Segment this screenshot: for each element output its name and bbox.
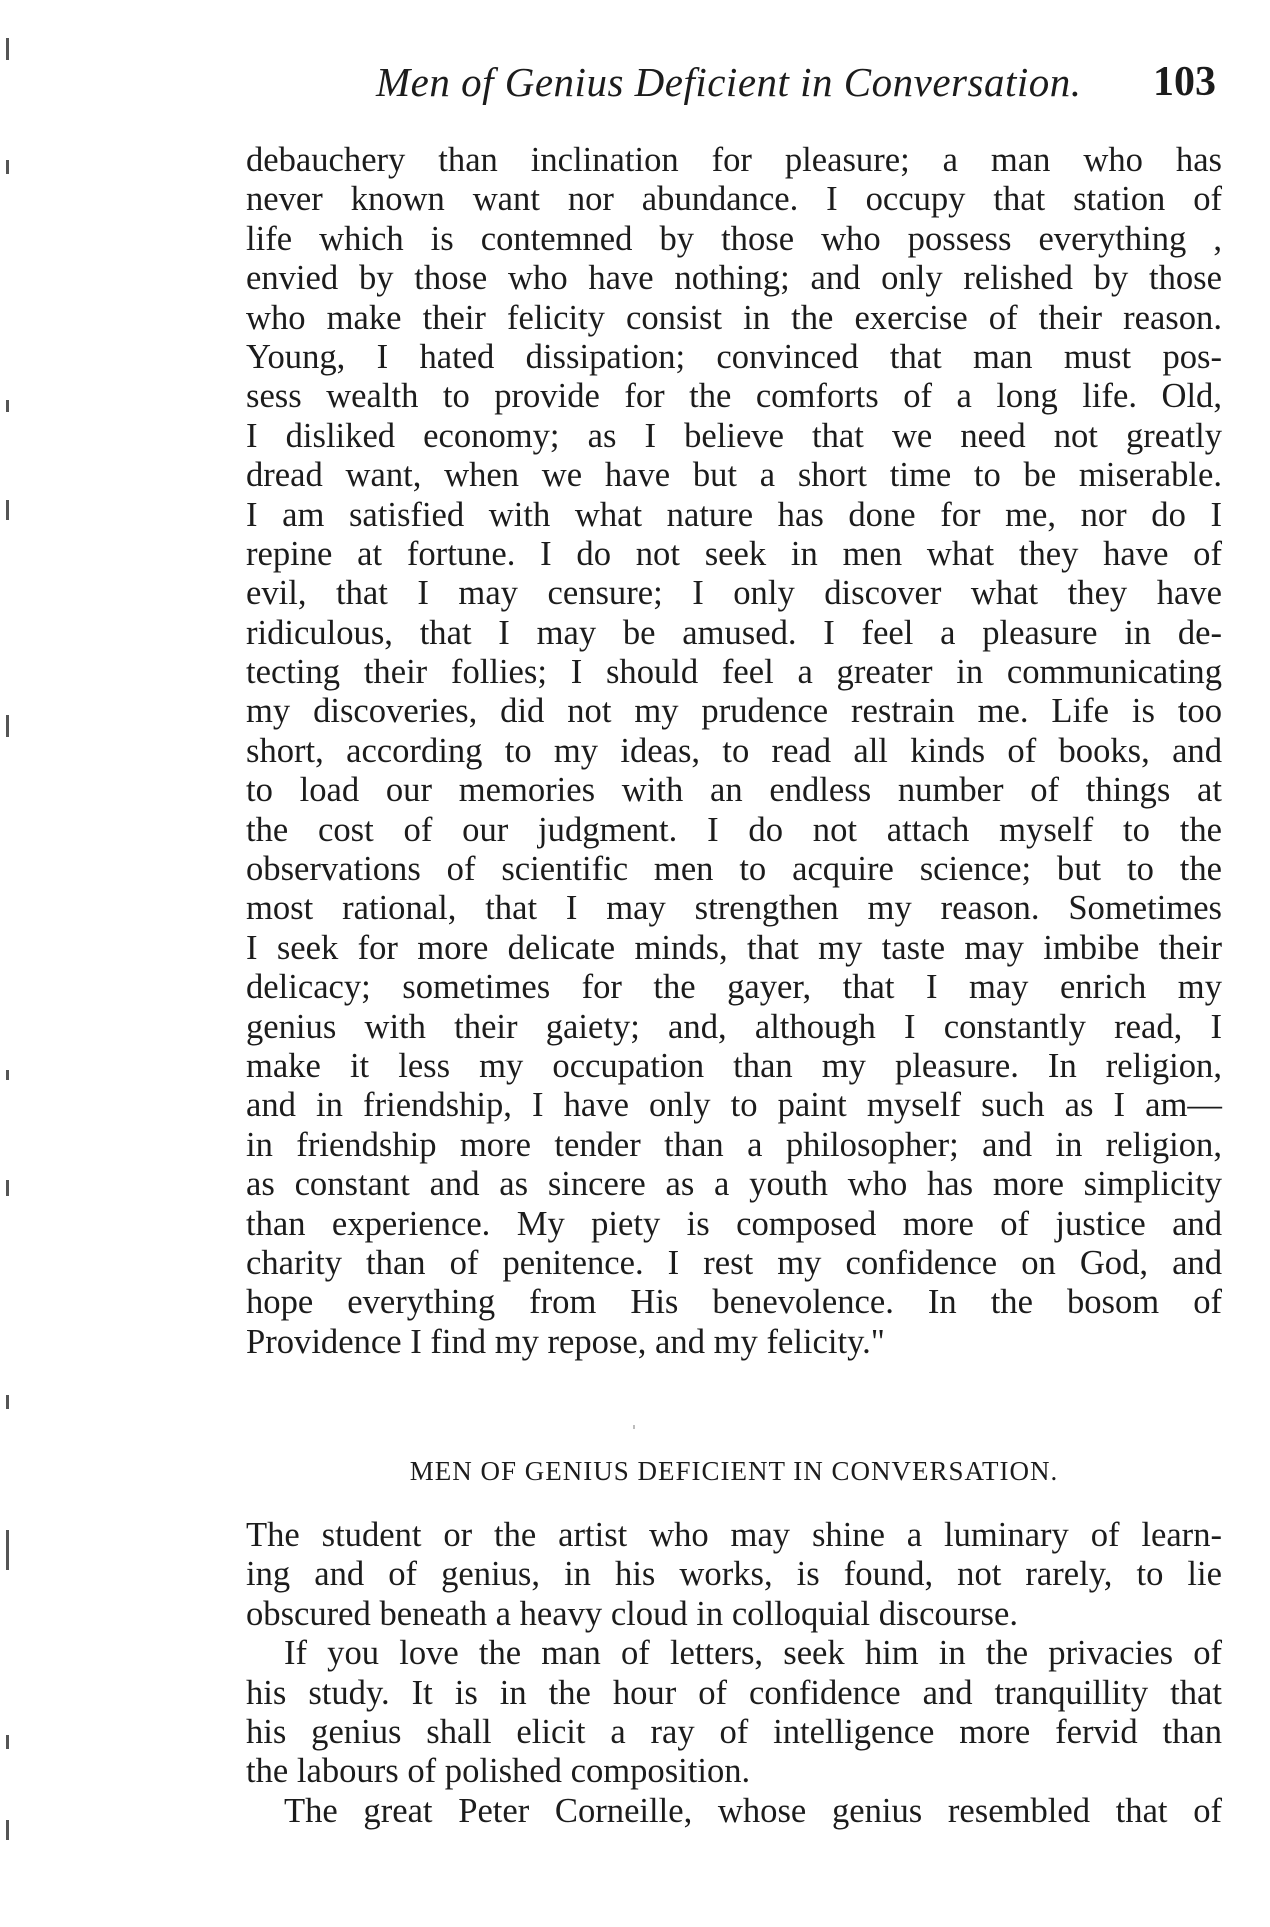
text-line: envied by those who have nothing; and only relished by those — [246, 259, 1222, 298]
text-line: If you love the man of letters, seek him in the privacies of — [284, 1634, 1222, 1673]
text-line: to load our memories with an endless number of things at — [246, 771, 1222, 810]
text-line: and in friendship, I have only to paint myself such as I am— — [246, 1086, 1222, 1125]
text-line: I disliked economy; as I believe that we need not greatly — [246, 416, 1222, 455]
text-line: debauchery than inclination for pleasure; a man who has — [246, 141, 1222, 179]
text-line: my discoveries, did not my prudence restrain me. Life is too — [246, 692, 1222, 731]
text-line: Young, I hated dissipation; convinced that man must pos- — [246, 337, 1222, 376]
text-line: short, according to my ideas, to read all kinds of books, and — [246, 731, 1222, 770]
text-line: evil, that I may censure; I only discover what they have — [246, 574, 1222, 613]
text-line: the labours of polished composition. — [246, 1752, 751, 1791]
text-line: I am satisfied with what nature has done for me, nor do I — [246, 495, 1222, 534]
text-line: delicacy; sometimes for the gayer, that I may enrich my — [246, 968, 1222, 1007]
passage-continued — [246, 141, 1222, 1362]
text-line: obscured beneath a heavy cloud in colloquial discourse. — [246, 1594, 1018, 1633]
running-head — [246, 58, 1226, 108]
section-heading: MEN OF GENIUS DEFICIENT IN CONVERSATION. — [409, 1456, 1059, 1486]
text-line: hope everything from His benevolence. In the bosom of — [246, 1283, 1222, 1322]
text-line: make it less my occupation than my pleasure. In religion, — [246, 1046, 1222, 1085]
text-line: ridiculous, that I may be amused. I feel a pleasure in de- — [246, 613, 1222, 652]
text-line: the cost of our judgment. I do not attach myself to the — [246, 810, 1222, 849]
text-line: genius with their gaiety; and, although I constantly read, I — [246, 1007, 1222, 1046]
text-line: his study. It is in the hour of confidence and tranquillity that — [246, 1673, 1222, 1712]
text-line: observations of scientific men to acquire science; but to the — [246, 850, 1222, 889]
text-line: in friendship more tender than a philosopher; and in religion, — [246, 1125, 1222, 1164]
running-title: Men of Genius Deficient in Conversation. — [376, 59, 1082, 105]
text-line: tecting their follies; I should feel a greater in communicating — [246, 653, 1222, 692]
text-line: I seek for more delicate minds, that my taste may imbibe their — [246, 928, 1222, 967]
scan-speck — [633, 1425, 635, 1429]
text-line: life which is contemned by those who possess everything , — [246, 219, 1222, 258]
text-line: repine at fortune. I do not seek in men what they have of — [246, 534, 1222, 573]
text-line: who make their felicity consist in the exercise of their reason. — [246, 298, 1222, 337]
page-number: 103 — [1153, 59, 1216, 105]
margin-scan-marks — [0, 0, 40, 1927]
text-line: never known want nor abundance. I occupy that station of — [246, 180, 1222, 219]
text-line: dread want, when we have but a short time to be miserable. — [246, 456, 1222, 495]
text-line: Providence I find my repose, and my felicity." — [246, 1322, 885, 1361]
text-line: The great Peter Corneille, whose genius resembled that of — [284, 1791, 1222, 1830]
text-line: than experience. My piety is composed more of justice and — [246, 1204, 1222, 1243]
text-line: most rational, that I may strengthen my reason. Sometimes — [246, 889, 1222, 928]
text-line: charity than of penitence. I rest my confidence on God, and — [246, 1243, 1222, 1282]
text-line: The student or the artist who may shine a luminary of learn- — [246, 1516, 1222, 1554]
text-line: ing and of genius, in his works, is found, not rarely, to lie — [246, 1555, 1222, 1594]
text-line: his genius shall elicit a ray of intelligence more fervid than — [246, 1712, 1222, 1751]
text-line: sess wealth to provide for the comforts of a long life. Old, — [246, 377, 1222, 416]
text-line: as constant and as sincere as a youth who has more simplicity — [246, 1165, 1222, 1204]
section-body — [246, 1516, 1222, 1831]
